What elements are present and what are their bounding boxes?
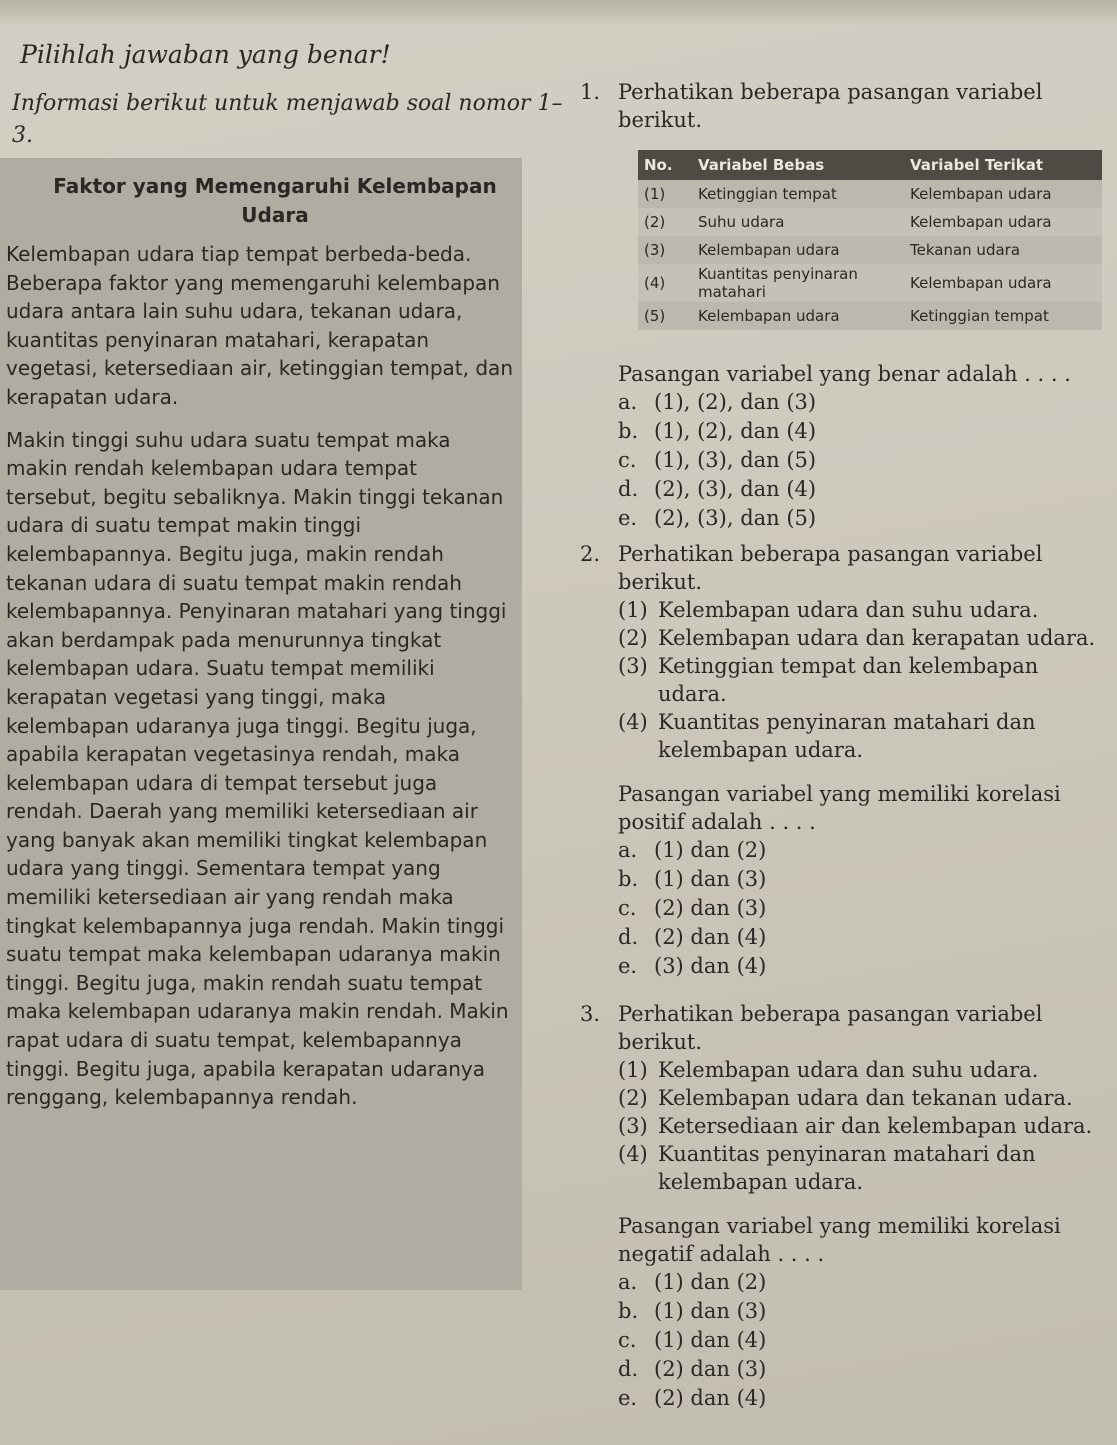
option-text: (1) dan (3) [654,867,767,891]
question-stem: Pasangan variabel yang benar adalah . . . . [618,362,1071,386]
option-letter: b. [618,867,639,891]
option-text: (2) dan (3) [654,1357,767,1381]
option-e[interactable] [618,1384,1110,1413]
option-list [618,836,1110,981]
question-1 [580,78,1110,134]
question-2 [580,540,1110,981]
item-text: Kelembapan udara dan suhu udara. [658,598,1039,622]
list-item [618,652,1110,708]
table-cell: (1) [638,180,692,208]
option-text: (2) dan (4) [654,925,767,949]
table-header: No. [638,150,692,180]
option-d[interactable] [618,475,1110,504]
option-letter: c. [618,1328,637,1352]
question-number: 2. [580,542,601,566]
item-list [618,596,1110,764]
table-header-row [638,150,1102,180]
option-d[interactable] [618,923,1110,952]
item-number: (3) [618,654,648,678]
option-b[interactable] [618,417,1110,446]
item-text: Kelembapan udara dan kerapatan udara. [658,626,1096,650]
table-cell: Tekanan udara [904,236,1102,264]
item-list [618,1056,1110,1196]
option-b[interactable] [618,1297,1110,1326]
info-paragraph: Kelembapan udara tiap tempat berbeda-beda. Beberapa faktor yang memengaruhi kelembapan udara antara lain suhu udara, tekanan udara, kuantitas penyinaran matahari, kerapatan vegetasi, ketersediaan air, ketinggian tempat, dan kerapatan udara. [6,242,513,409]
option-letter: e. [618,954,638,978]
question-number: 1. [580,80,601,104]
question-1-stem-block [580,360,1110,533]
question-number: 3. [580,1002,601,1026]
list-item [618,1140,1110,1196]
table-header: Variabel Bebas [692,150,904,180]
question-text: Perhatikan beberapa pasangan variabel berikut. [618,542,1043,594]
option-text: (2), (3), dan (5) [654,506,817,530]
option-text: (2) dan (3) [654,896,767,920]
option-c[interactable] [618,446,1110,475]
option-d[interactable] [618,1355,1110,1384]
option-e[interactable] [618,504,1110,533]
option-letter: a. [618,390,638,414]
item-text: Kelembapan udara dan suhu udara. [658,1058,1039,1082]
instruction-text: Pilihlah jawaban yang benar! [20,40,391,69]
table-row [638,208,1102,236]
option-text: (1), (2), dan (4) [654,419,817,443]
list-item [618,624,1110,652]
option-letter: d. [618,925,639,949]
option-list [618,388,1110,533]
option-text: (1) dan (4) [654,1328,767,1352]
list-item [618,596,1110,624]
option-letter: b. [618,1299,639,1323]
item-number: (4) [618,1142,648,1166]
table-cell: Suhu udara [692,208,904,236]
option-letter: a. [618,1270,638,1294]
table-row [638,236,1102,264]
table-cell: Kelembapan udara [692,236,904,264]
option-a[interactable] [618,1268,1110,1297]
table-header: Variabel Terikat [904,150,1102,180]
list-item [618,1112,1110,1140]
variable-table [638,150,1102,330]
list-item [618,708,1110,764]
option-letter: c. [618,896,637,920]
option-letter: d. [618,1357,639,1381]
question-3 [580,1000,1110,1413]
list-item [618,1084,1110,1112]
info-paragraph: Makin tinggi suhu udara suatu tempat maka makin rendah kelembapan udara tempat tersebut, begitu sebaliknya. Makin tinggi tekanan udara di suatu tempat makin tinggi kelembapannya. Begitu juga, makin rendah tekanan udara di suatu tempat makin rendah kelembapannya. Penyinaran matahari yang tinggi akan berdampak pada menurunnya tingkat kelembapan udara. Suatu tempat memiliki kerapatan vegetasi yang tinggi, maka kelembapan udaranya juga tinggi. Begitu juga, apabila kerapatan vegetasinya rendah, maka kelembapan udara di tempat tersebut juga rendah. Daerah yang memiliki ketersediaan air yang banyak akan memiliki tingkat kelembapan udara yang tinggi. Sementara tempat yang memiliki ketersediaan air yang rendah maka tingkat kelembapannya juga rendah. Makin tinggi suatu tempat maka kelembapan udaranya makin tinggi. Begitu juga, makin rendah suatu tempat maka kelembapan udaranya makin rendah. Makin rapat udara di suatu tempat, kelembapannya tinggi. Begitu juga, apabila kerapatan udaranya renggang, kelembapannya rendah. [6,427,509,1110]
option-list [618,1268,1110,1413]
table-cell: Kelembapan udara [904,208,1102,236]
item-number: (2) [618,626,648,650]
table-cell: Kelembapan udara [692,302,904,330]
option-e[interactable] [618,952,1110,981]
option-letter: b. [618,419,639,443]
item-number: (4) [618,710,648,734]
info-box-body [6,240,514,1126]
option-text: (2) dan (4) [654,1386,767,1410]
option-text: (1), (2), dan (3) [654,390,817,414]
page-top-edge [0,0,1117,24]
info-text: Informasi berikut untuk menjawab soal nomor 1–3. [12,91,563,148]
question-stem: Pasangan variabel yang memiliki korelasi positif adalah . . . . [618,782,1061,834]
info-box-title: Faktor yang Memengaruhi Kelembapan Udara [53,174,497,227]
question-stem: Pasangan variabel yang memiliki korelasi negatif adalah . . . . [618,1214,1061,1266]
table-cell: (4) [638,264,692,302]
table-row [638,180,1102,208]
item-number: (2) [618,1086,648,1110]
option-letter: e. [618,506,638,530]
item-number: (3) [618,1114,648,1138]
option-c[interactable] [618,1326,1110,1355]
option-a[interactable] [618,836,1110,865]
table-cell: Ketinggian tempat [692,180,904,208]
option-letter: d. [618,477,639,501]
option-text: (2), (3), dan (4) [654,477,817,501]
table-cell: (2) [638,208,692,236]
option-text: (1) dan (3) [654,1299,767,1323]
table-cell: Kuantitas penyinaran matahari [692,264,904,302]
table-cell: (3) [638,236,692,264]
option-a[interactable] [618,388,1110,417]
question-text: Perhatikan beberapa pasangan variabel berikut. [618,80,1043,132]
question-text: Perhatikan beberapa pasangan variabel berikut. [618,1002,1043,1054]
option-b[interactable] [618,865,1110,894]
table-cell: Kelembapan udara [904,264,1102,302]
item-number: (1) [618,598,648,622]
table-row [638,264,1102,302]
item-text: Kuantitas penyinaran matahari dan kelembapan udara. [658,1142,1036,1194]
table-cell: Kelembapan udara [904,180,1102,208]
table-cell: (5) [638,302,692,330]
option-text: (1) dan (2) [654,838,767,862]
item-text: Ketinggian tempat dan kelembapan udara. [658,654,1039,706]
option-c[interactable] [618,894,1110,923]
list-item [618,1056,1110,1084]
option-text: (1) dan (2) [654,1270,767,1294]
item-text: Kuantitas penyinaran matahari dan kelembapan udara. [658,710,1036,762]
option-text: (1), (3), dan (5) [654,448,817,472]
option-letter: a. [618,838,638,862]
item-text: Ketersediaan air dan kelembapan udara. [658,1114,1093,1138]
option-text: (3) dan (4) [654,954,767,978]
option-letter: c. [618,448,637,472]
table-row [638,302,1102,330]
table-cell: Ketinggian tempat [904,302,1102,330]
item-number: (1) [618,1058,648,1082]
item-text: Kelembapan udara dan tekanan udara. [658,1086,1073,1110]
option-letter: e. [618,1386,638,1410]
